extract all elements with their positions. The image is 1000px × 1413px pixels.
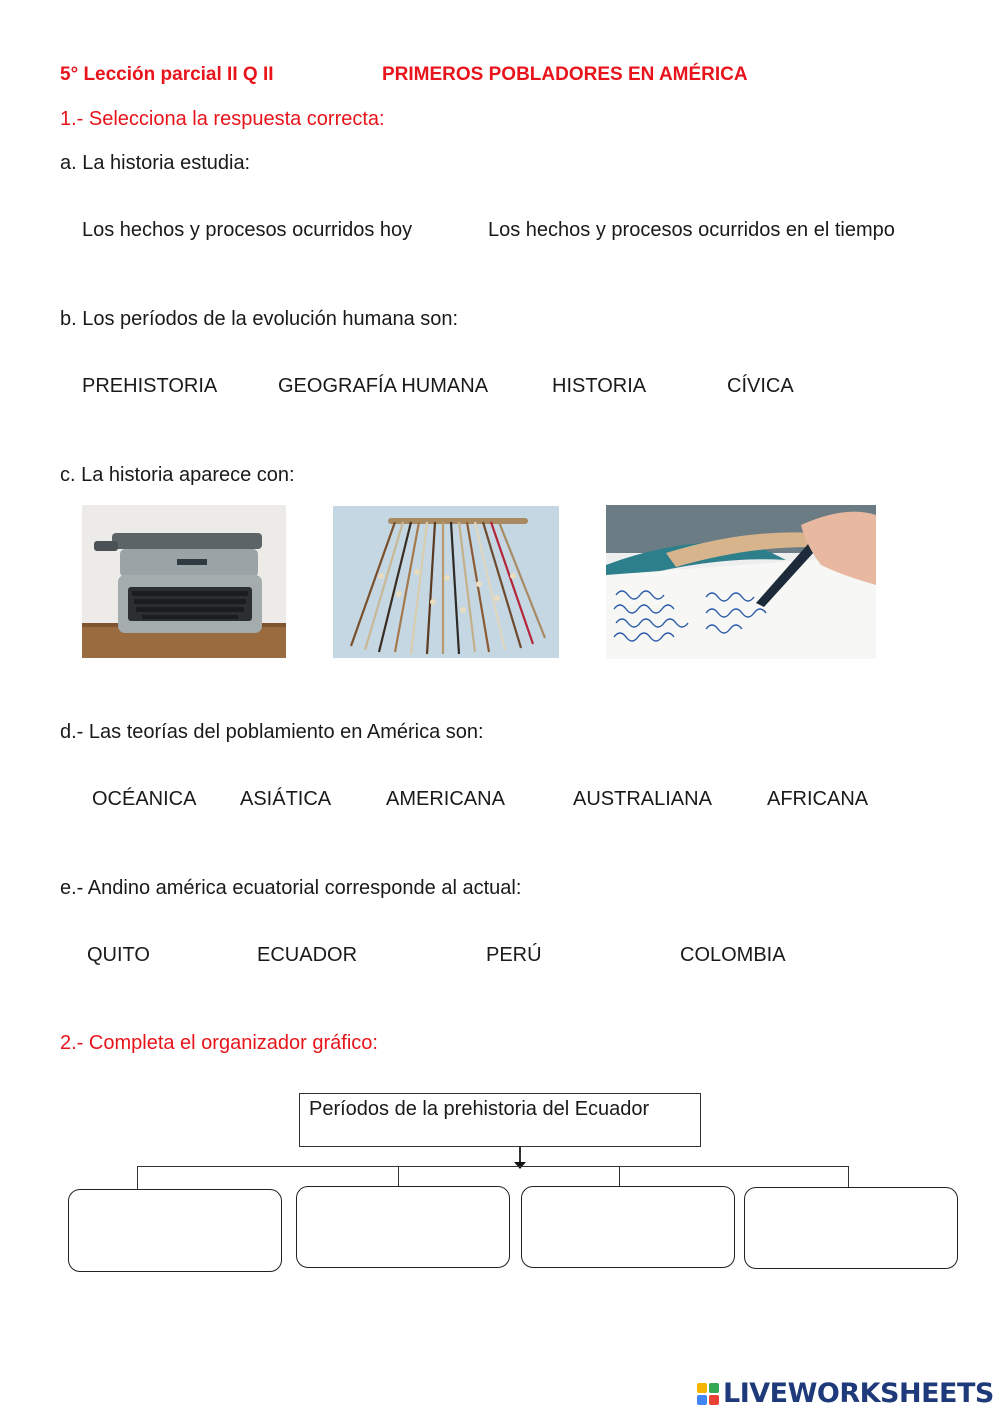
option-e-2[interactable]: ECUADOR — [257, 944, 358, 966]
question-a: a. La historia estudia: — [60, 152, 251, 174]
organizer-branch-2 — [398, 1166, 399, 1186]
question-e: e.- Andino américa ecuatorial corresponde al actual: — [60, 877, 522, 899]
organizer-branch-4 — [848, 1166, 849, 1187]
organizer-answer-box-4[interactable] — [744, 1187, 958, 1269]
organizer-connector-line — [137, 1166, 849, 1167]
organizer-title-box — [299, 1093, 701, 1147]
liveworksheets-logo — [697, 1378, 994, 1409]
organizer-branch-1 — [137, 1166, 138, 1189]
organizer-title: Períodos de la prehistoria del Ecuador — [309, 1098, 650, 1120]
question-b: b. Los períodos de la evolución humana son: — [60, 308, 459, 330]
option-e-3[interactable]: PERÚ — [486, 944, 542, 966]
option-d-5[interactable]: AFRICANA — [767, 788, 869, 810]
option-e-4[interactable]: COLOMBIA — [680, 944, 786, 966]
option-d-4[interactable]: AUSTRALIANA — [573, 788, 712, 810]
lesson-label: 5° Lección parcial II Q II — [60, 64, 274, 85]
liveworksheets-logo-text: LIVEWORKSHEETS — [723, 1378, 994, 1409]
typewriter-photo[interactable] — [82, 505, 286, 658]
liveworksheets-logo-icon — [697, 1383, 719, 1405]
organizer-answer-box-1[interactable] — [68, 1189, 282, 1272]
organizer-answer-box-2[interactable] — [296, 1186, 510, 1268]
quipu-photo[interactable] — [333, 506, 559, 658]
option-d-1[interactable]: OCÉANICA — [92, 788, 197, 810]
section-2-heading: 2.- Completa el organizador gráfico: — [60, 1032, 378, 1054]
page-title: PRIMEROS POBLADORES EN AMÉRICA — [382, 64, 748, 85]
option-d-3[interactable]: AMERICANA — [386, 788, 505, 810]
question-d: d.- Las teorías del poblamiento en América son: — [60, 721, 484, 743]
section-1-heading: 1.- Selecciona la respuesta correcta: — [60, 108, 385, 130]
question-c: c. La historia aparece con: — [60, 464, 295, 486]
option-d-2[interactable]: ASIÁTICA — [240, 788, 332, 810]
option-a-1[interactable]: Los hechos y procesos ocurridos hoy — [82, 219, 413, 241]
option-e-1[interactable]: QUITO — [87, 944, 150, 966]
organizer-answer-box-3[interactable] — [521, 1186, 735, 1268]
organizer-branch-3 — [619, 1166, 620, 1187]
option-b-4[interactable]: CÍVICA — [727, 375, 794, 397]
option-b-1[interactable]: PREHISTORIA — [82, 375, 218, 397]
option-b-2[interactable]: GEOGRAFÍA HUMANA — [278, 375, 489, 397]
handwriting-photo[interactable] — [606, 505, 876, 659]
option-a-2[interactable]: Los hechos y procesos ocurridos en el tiempo — [488, 219, 895, 241]
option-b-3[interactable]: HISTORIA — [552, 375, 647, 397]
